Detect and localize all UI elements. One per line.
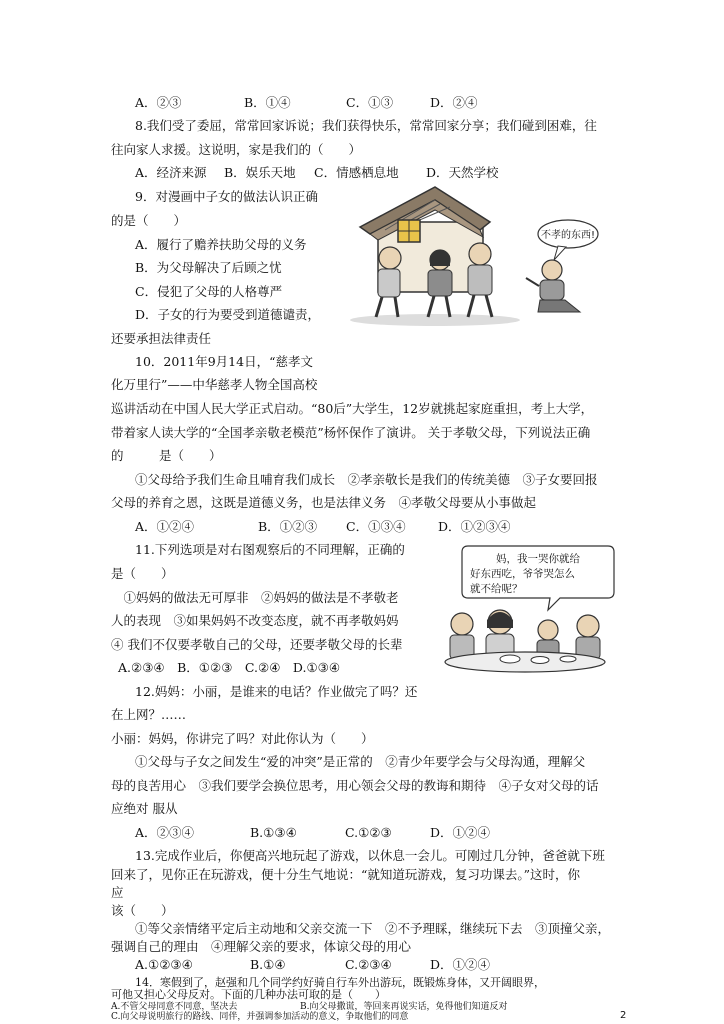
q10-stem-line-5b: 是（ ） (159, 448, 222, 463)
q12-item-line-2: 母的良苦用心 ③我们要学会换位思考，用心领会父母的教诲和期待 ④子女对父母的话 (111, 778, 599, 793)
page-number: 2 (620, 1010, 627, 1021)
q13-item-line-1: ①等父亲情绪平定后主动地和父亲交流一下 ②不予理睬，继续玩下去 ③顶撞父亲， (135, 921, 611, 936)
q12-option-a: A．②③④ (135, 825, 195, 840)
q10-option-b: B．①②③ (258, 519, 318, 534)
q9-option-c: C．侵犯了父母的人格尊严 (135, 284, 283, 299)
q13-option-d: D．①②④ (430, 957, 491, 972)
q14-option-a: A.不管父母同意不同意，坚决去 (111, 1002, 238, 1012)
q14-stem-line-2: 可他又担心父母反对。下面的几种办法可取的是（ ） (111, 988, 386, 1001)
q8-stem-line-2: 往向家人求援。这说明，家是我们的（ ） (111, 142, 362, 157)
q13-stem-line-2: 回来了，见你正在玩游戏，便十分生气地说：“就知道玩游戏，复习功课去。”这时，你 (111, 867, 581, 882)
q10-stem-line-3: 巡讲活动在中国人民大学正式启动。“80后”大学生，12岁就挑起家庭重担，考上大学， (111, 401, 594, 416)
q8-option-d: D．天然学校 (426, 165, 499, 180)
q10-stem-line-4: 带着家人读大学的“全国孝亲敬老模范”杨怀保作了演讲。 关于孝敬父母，下列说法正确 (111, 425, 591, 440)
q12-stem-line-3: 小丽：妈妈，你讲完了吗？对此你认为（ ） (111, 731, 374, 746)
q14-option-c: C.向父母说明旅行的路线、同伴，并强调参加活动的意义，争取他们的同意 (111, 1012, 409, 1022)
q10-option-a: A．①②④ (135, 519, 195, 534)
q13-stem-line-1: 13.完成作业后，你便高兴地玩起了游戏，以休息一会儿。可刚过几分钟，爸爸就下班 (135, 848, 605, 863)
q12-option-d: D．①②④ (430, 825, 491, 840)
q9-stem-line-2: 的是（ ） (111, 213, 187, 228)
q13-option-b: B.①④ (250, 957, 286, 972)
q7-option-d: D．②④ (430, 95, 478, 110)
q13-option-c: C.②③④ (345, 957, 392, 972)
q9-stem-line-1: 9．对漫画中子女的做法认识正确 (135, 189, 318, 204)
q10-stem-line-5a: 的 (111, 448, 124, 463)
q7-option-b: B．①④ (244, 95, 291, 110)
q10-item-line-2: 父母的养育之恩，这既是道德义务，也是法律义务 ④孝敬父母要从小事做起 (111, 495, 537, 510)
q12-option-c: C.①②③ (345, 825, 392, 840)
q9-option-d-continued: 还要承担法律责任 (111, 331, 212, 346)
q13-stem-line-4: 该（ ） (111, 903, 174, 918)
q11-bubble-line-1: 妈，我一哭你就给 (496, 553, 580, 565)
q12-item-line-3: 应绝对 服从 (111, 801, 178, 816)
q10-option-c: C．①③④ (346, 519, 406, 534)
q11-stem-line-1: 11.下列选项是对右图观察后的不同理解，正确的 (135, 542, 405, 557)
q9-option-a: A．履行了赡养扶助父母的义务 (135, 237, 307, 252)
q11-item-line-3: ④ 我们不仅要孝敬自己的父母，还要孝敬父母的长辈 (111, 637, 403, 652)
q8-stem-line-1: 8.我们受了委屈，常常回家诉说；我们获得快乐，常常回家分享；我们碰到困难，往 (135, 118, 597, 133)
q9-option-d: D．子女的行为要受到道德谴责， (135, 307, 321, 322)
q12-option-b: B.①③④ (250, 825, 297, 840)
q13-item-line-2: 强调自己的理由 ④理解父亲的要求，体谅父母的用心 (111, 939, 412, 954)
q14-option-b: B.向父母撒谎，等回来再说实话，免得他们知道反对 (300, 1002, 508, 1012)
q9-option-b: B．为父母解决了后顾之忧 (135, 260, 282, 275)
q12-stem-line-2: 在上网？…… (111, 707, 187, 722)
q10-option-d: D．①②③④ (438, 519, 511, 534)
q11-item-line-2: 人的表现 ③如果妈妈不改变态度，就不再孝敬妈妈 (111, 613, 399, 628)
q12-item-line-1: ①父母与子女之间发生“爱的冲突”是正常的 ②青少年要学会与父母沟通，理解父 (135, 754, 586, 769)
q11-bubble-line-2: 好东西吃，爷爷哭怎么 (470, 568, 575, 580)
q10-stem-line-2: 化万里行”——中华慈孝人物全国高校 (111, 377, 318, 392)
q11-bubble-line-3: 就不给呢？ (470, 583, 523, 595)
q8-option-c: C．情感栖息地 (314, 165, 399, 180)
q11-item-line-1: ①妈妈的做法无可厚非 ②妈妈的做法是不孝敬老 (111, 590, 399, 605)
q12-stem-line-1: 12.妈妈：小丽，是谁来的电话？作业做完了吗？还 (135, 684, 418, 699)
q9-cartoon-speech: 不孝的东西! (540, 230, 596, 241)
q8-option-a: A．经济来源 (135, 165, 207, 180)
q7-option-c: C．①③ (346, 95, 394, 110)
q8-option-b: B．娱乐天地 (224, 165, 296, 180)
q14-stem-line-1: 14．寒假到了，赵强和几个同学约好骑自行车外出游玩，既锻炼身体，又开阔眼界， (135, 976, 545, 989)
q7-option-a: A．②③ (135, 95, 182, 110)
q10-item-line-1: ①父母给予我们生命且哺育我们成长 ②孝亲敬长是我们的传统美德 ③子女要回报 (135, 472, 598, 487)
q13-stem-line-3: 应 (111, 885, 124, 900)
q13-option-a: A.①②③④ (135, 957, 193, 972)
q11-options: A.②③④ B．①②③ C.②④ D.①③④ (118, 660, 341, 675)
q10-stem-line-1: 10．2011年9月14日，“慈孝文 (135, 354, 313, 369)
q11-stem-line-2: 是（ ） (111, 566, 174, 581)
